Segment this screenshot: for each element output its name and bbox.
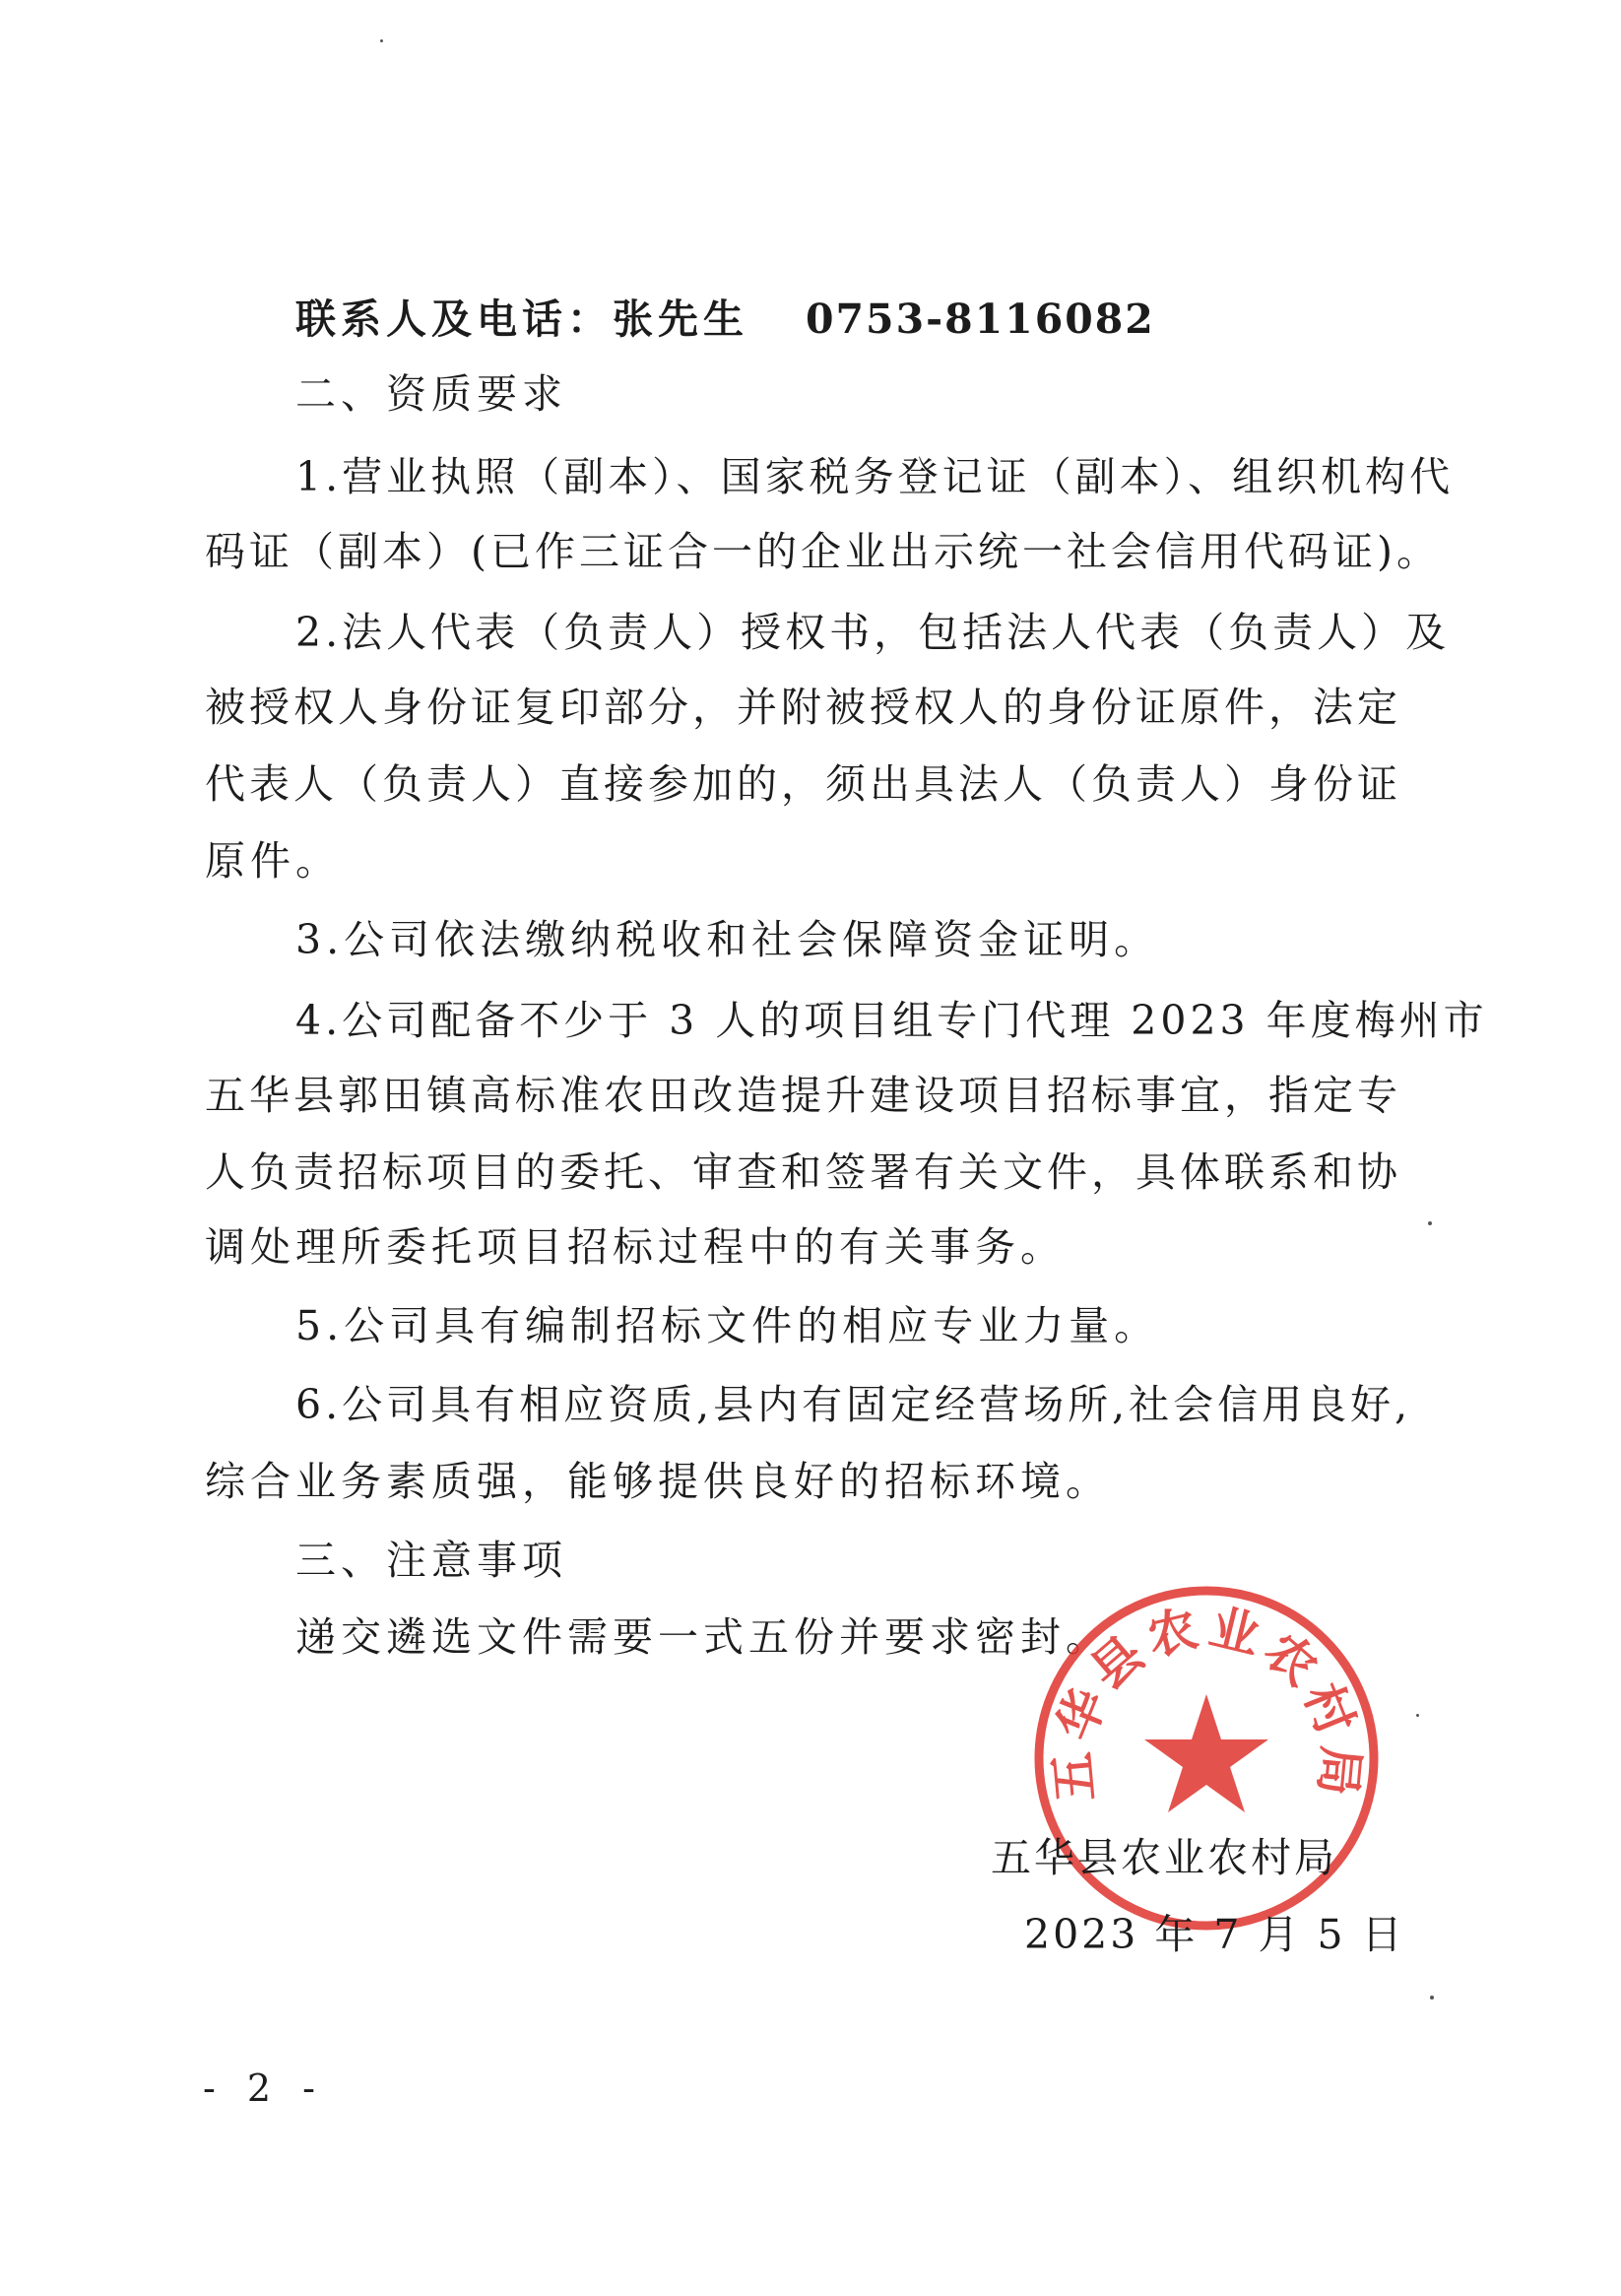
contact-phone: 0753-8116082 [806, 295, 1155, 343]
signature-date: 2023 年 7 月 5 日 [1024, 1911, 1405, 1958]
scan-speck [1416, 1714, 1419, 1717]
page-number: - 2 - [203, 2066, 326, 2110]
section-heading-notes: 三、注意事项 [295, 1537, 567, 1584]
item-5-line-1: 5.公司具有编制招标文件的相应专业力量。 [295, 1302, 1160, 1349]
item-3-line-1: 3.公司依法缴纳税收和社会保障资金证明。 [295, 916, 1160, 963]
notes-text: 递交遴选文件需要一式五份并要求密封。 [295, 1613, 1111, 1661]
item-1-line-1: 1.营业执照（副本）、国家税务登记证（副本）、组织机构代 [295, 453, 1455, 500]
item-4-line-3: 人负责招标项目的委托、审查和签署有关文件，具体联系和协 [205, 1148, 1401, 1196]
item-4-line-2: 五华县郭田镇高标准农田改造提升建设项目招标事宜，指定专 [205, 1072, 1401, 1119]
item-4-line-1: 4.公司配备不少于 3 人的项目组专门代理 2023 年度梅州市 [295, 997, 1488, 1044]
contact-label: 联系人及电话：张先生 [295, 295, 748, 343]
item-6-line-1: 6.公司具有相应资质,县内有固定经营场所,社会信用良好, [295, 1381, 1412, 1428]
item-6-line-2: 综合业务素质强，能够提供良好的招标环境。 [205, 1458, 1111, 1505]
item-2-line-1: 2.法人代表（负责人）授权书，包括法人代表（负责人）及 [295, 609, 1451, 656]
scan-speck [380, 39, 383, 42]
item-4-line-4: 调处理所委托项目招标过程中的有关事务。 [205, 1223, 1066, 1271]
scan-speck [1428, 1221, 1432, 1225]
seal-star-icon [1144, 1694, 1268, 1812]
signature-org: 五华县农业农村局 [991, 1834, 1337, 1881]
section-heading-qualifications: 二、资质要求 [295, 370, 567, 418]
item-2-line-4: 原件。 [205, 837, 341, 885]
item-1-line-2: 码证（副本）(已作三证合一的企业出示统一社会信用代码证)。 [205, 528, 1441, 575]
item-2-line-2: 被授权人身份证复印部分，并附被授权人的身份证原件，法定 [205, 684, 1401, 731]
scan-speck [1430, 1996, 1434, 2000]
official-seal [1024, 1576, 1389, 1940]
seal-text: 五华县农业农村局 [1042, 1597, 1371, 1804]
item-2-line-3: 代表人（负责人）直接参加的，须出具法人（负责人）身份证 [205, 760, 1401, 808]
